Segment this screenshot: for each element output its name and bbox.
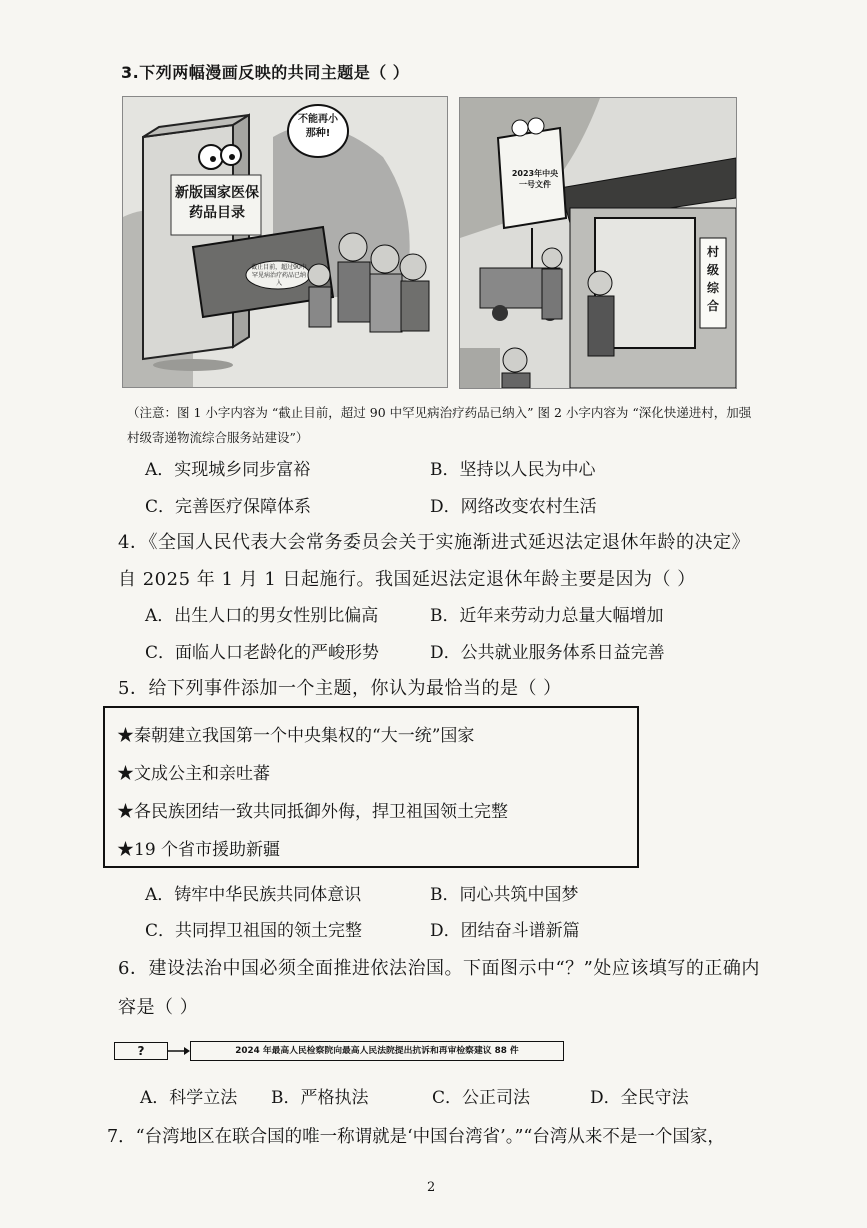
q6-option-a[interactable]: A．科学立法 — [140, 1088, 238, 1108]
cartoon-1-drawing — [123, 97, 447, 387]
q3-option-c[interactable]: C．完善医疗保障体系 — [145, 497, 312, 517]
arrow-right-icon — [168, 1046, 190, 1056]
q6-option-d[interactable]: D．全民守法 — [590, 1088, 689, 1108]
q4-option-b[interactable]: B．近年来劳动力总量大幅增加 — [430, 606, 664, 626]
q6-option-c[interactable]: C．公正司法 — [432, 1088, 531, 1108]
q6-line-1: 6．建设法治中国必须全面推进依法治国。下面图示中“？”处应该填写的正确内 — [118, 958, 760, 979]
q4-option-c[interactable]: C．面临人口老龄化的严峻形势 — [145, 643, 380, 663]
q4-option-a[interactable]: A．出生人口的男女性别比偏高 — [145, 606, 379, 626]
cartoon-2-drawing — [460, 98, 736, 388]
cartoon-1-book-label: 新版国家医保药品目录 — [175, 185, 259, 221]
cartoon-2-vertical-sign: 村级综合 — [706, 245, 719, 313]
q5-option-d[interactable]: D．团结奋斗谱新篇 — [430, 921, 580, 941]
q3-option-a[interactable]: A．实现城乡同步富裕 — [145, 460, 311, 480]
q5-event-4: ★19 个省市援助新疆 — [117, 840, 281, 860]
cartoon-1-tray-note: 截止目前，超过90中罕见病治疗药品已纳入 — [251, 264, 307, 287]
q5-event-3: ★各民族团结一致共同抵御外侮，捍卫祖国领土完整 — [117, 802, 508, 822]
q3-note: （注意：图 1 小字内容为 “截止目前，超过 90 中罕见病治疗药品已纳入” 图 2 小字内容为 “深化快递进村，加强村级寄递物流综合服务站建设”） — [127, 405, 752, 445]
q7-line-1: 7．“台湾地区在联合国的唯一称谓就是‘中国台湾省’。”“台湾从来不是一个国家， — [107, 1127, 725, 1147]
cartoon-1-bubble: 不能再小那种! — [298, 114, 338, 139]
cartoon-2-sign: 2023年中央一号文件 — [511, 169, 559, 189]
q5-event-2: ★文成公主和亲吐蕃 — [117, 764, 270, 784]
q4-option-d[interactable]: D．公共就业服务体系日益完善 — [430, 643, 665, 663]
q5-event-box — [103, 706, 639, 868]
q6-option-b[interactable]: B．严格执法 — [271, 1088, 369, 1108]
q4-line-1: 4．《全国人民代表大会常务委员会关于实施渐进式延迟法定退休年龄的决定》 — [118, 532, 750, 553]
page-number: 2 — [427, 1180, 436, 1195]
q5-option-a[interactable]: A．铸牢中华民族共同体意识 — [145, 885, 362, 905]
q5-option-c[interactable]: C．共同捍卫祖国的领土完整 — [145, 921, 363, 941]
q5-title: 5．给下列事件添加一个主题，你认为最恰当的是（ ） — [118, 678, 562, 699]
q6-line-2: 容是（ ） — [118, 997, 199, 1018]
cartoon-2 — [459, 97, 737, 389]
q4-line-2: 自 2025 年 1 月 1 日起施行。我国延迟法定退休年龄主要是因为（ ） — [118, 569, 696, 590]
q3-title: 3.下列两幅漫画反映的共同主题是（ ） — [121, 63, 410, 82]
q6-diagram-text-box: 2024 年最高人民检察院向最高人民法院提出抗诉和再审检察建议 88 件 — [190, 1041, 564, 1061]
q6-diagram-question-box: ? — [114, 1042, 168, 1060]
q5-event-1: ★秦朝建立我国第一个中央集权的“大一统”国家 — [117, 726, 475, 746]
q3-option-b[interactable]: B．坚持以人民为中心 — [430, 460, 596, 480]
q5-option-b[interactable]: B．同心共筑中国梦 — [430, 885, 579, 905]
q3-option-d[interactable]: D．网络改变农村生活 — [430, 497, 597, 517]
cartoon-1 — [122, 96, 448, 388]
q6-diagram — [114, 1040, 574, 1062]
